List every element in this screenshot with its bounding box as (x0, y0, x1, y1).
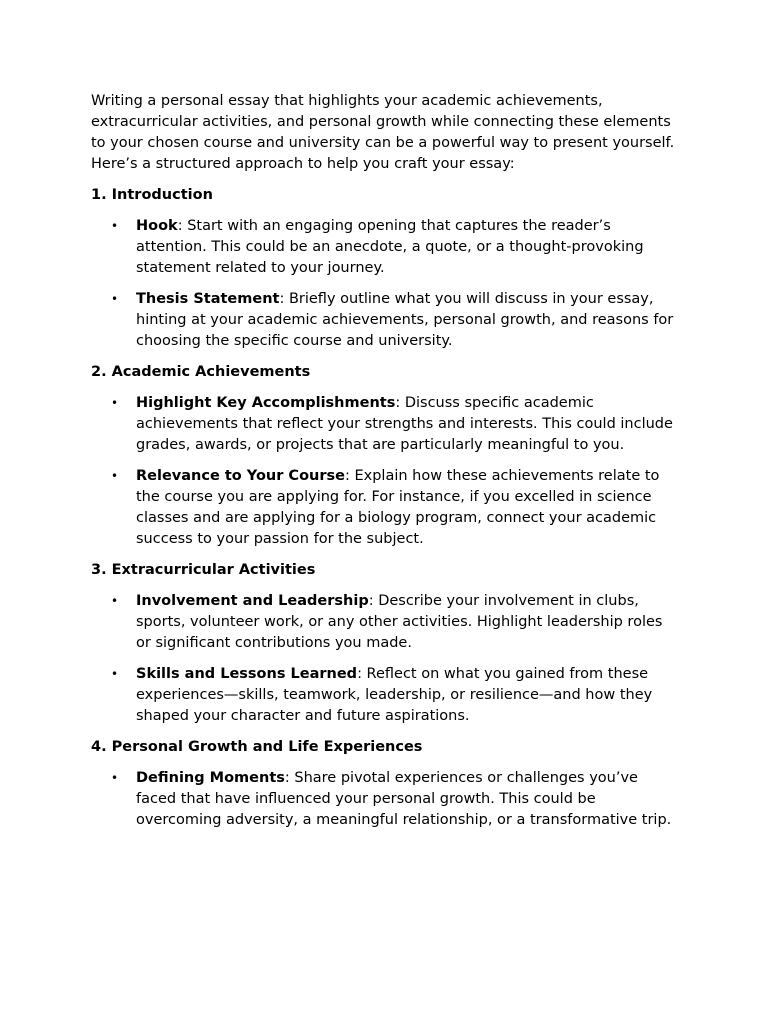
section-personal-growth (91, 737, 681, 831)
item-text: : Share pivotal experiences or challenges you’ve faced that have influenced your personal growth. This could be overcoming adversity, a meaningful relationship, or a transformative trip. (136, 770, 672, 828)
item-term: Defining Moments (136, 770, 285, 786)
item-text: : Reflect on what you gained from these experiences—skills, teamwork, leadership, or resilience—and how they shaped your character and future aspirations. (136, 666, 653, 724)
item-text: : Describe your involvement in clubs, sports, volunteer work, or any other activities. Highlight leadership roles or significant contributions you made. (136, 593, 663, 651)
item-text: : Discuss specific academic achievements that reflect your strengths and interests. This could include grades, awards, or projects that are particularly meaningful to you. (136, 395, 673, 453)
section-heading: 3. Extracurricular Activities (91, 562, 316, 578)
list-item (91, 591, 681, 654)
section-introduction (91, 185, 681, 352)
bullet-icon: • (111, 469, 119, 483)
bullet-list (91, 768, 681, 831)
bullet-icon: • (111, 396, 119, 410)
bullet-icon: • (111, 292, 119, 306)
item-term: Involvement and Leadership (136, 593, 369, 609)
list-item (91, 768, 681, 831)
item-term: Skills and Lessons Learned (136, 666, 358, 682)
section-heading: 2. Academic Achievements (91, 364, 311, 380)
item-term: Hook (136, 218, 178, 234)
bullet-icon: • (111, 219, 119, 233)
item-text: : Start with an engaging opening that captures the reader’s attention. This could be an anecdote, a quote, or a thought-provoking statement related to your journey. (136, 218, 644, 276)
document-page (91, 91, 681, 841)
bullet-icon: • (111, 667, 119, 681)
intro-paragraph: Writing a personal essay that highlights your academic achievements, extracurricular activities, and personal growth while connecting these elements to your chosen course and university can be a powerful way to present yourself. Here’s a structured approach to help you craft your essay: (91, 93, 675, 172)
section-heading: 1. Introduction (91, 187, 213, 203)
bullet-list (91, 216, 681, 352)
list-item (91, 466, 681, 550)
section-academic-achievements (91, 362, 681, 550)
section-heading: 4. Personal Growth and Life Experiences (91, 739, 423, 755)
item-term: Highlight Key Accomplishments (136, 395, 396, 411)
item-text: : Explain how these achievements relate to the course you are applying for. For instance, if you excelled in science classes and are applying for a biology program, connect your academic success to your passion for the subject. (136, 468, 660, 547)
bullet-list (91, 393, 681, 550)
bullet-list (91, 591, 681, 727)
item-term: Relevance to Your Course (136, 468, 345, 484)
section-extracurricular-activities (91, 560, 681, 727)
item-text: : Briefly outline what you will discuss in your essay, hinting at your academic achievements, personal growth, and reasons for choosing the specific course and university. (136, 291, 674, 349)
item-term: Thesis Statement (136, 291, 280, 307)
list-item (91, 216, 681, 279)
list-item (91, 664, 681, 727)
bullet-icon: • (111, 594, 119, 608)
list-item (91, 393, 681, 456)
list-item (91, 289, 681, 352)
bullet-icon: • (111, 771, 119, 785)
